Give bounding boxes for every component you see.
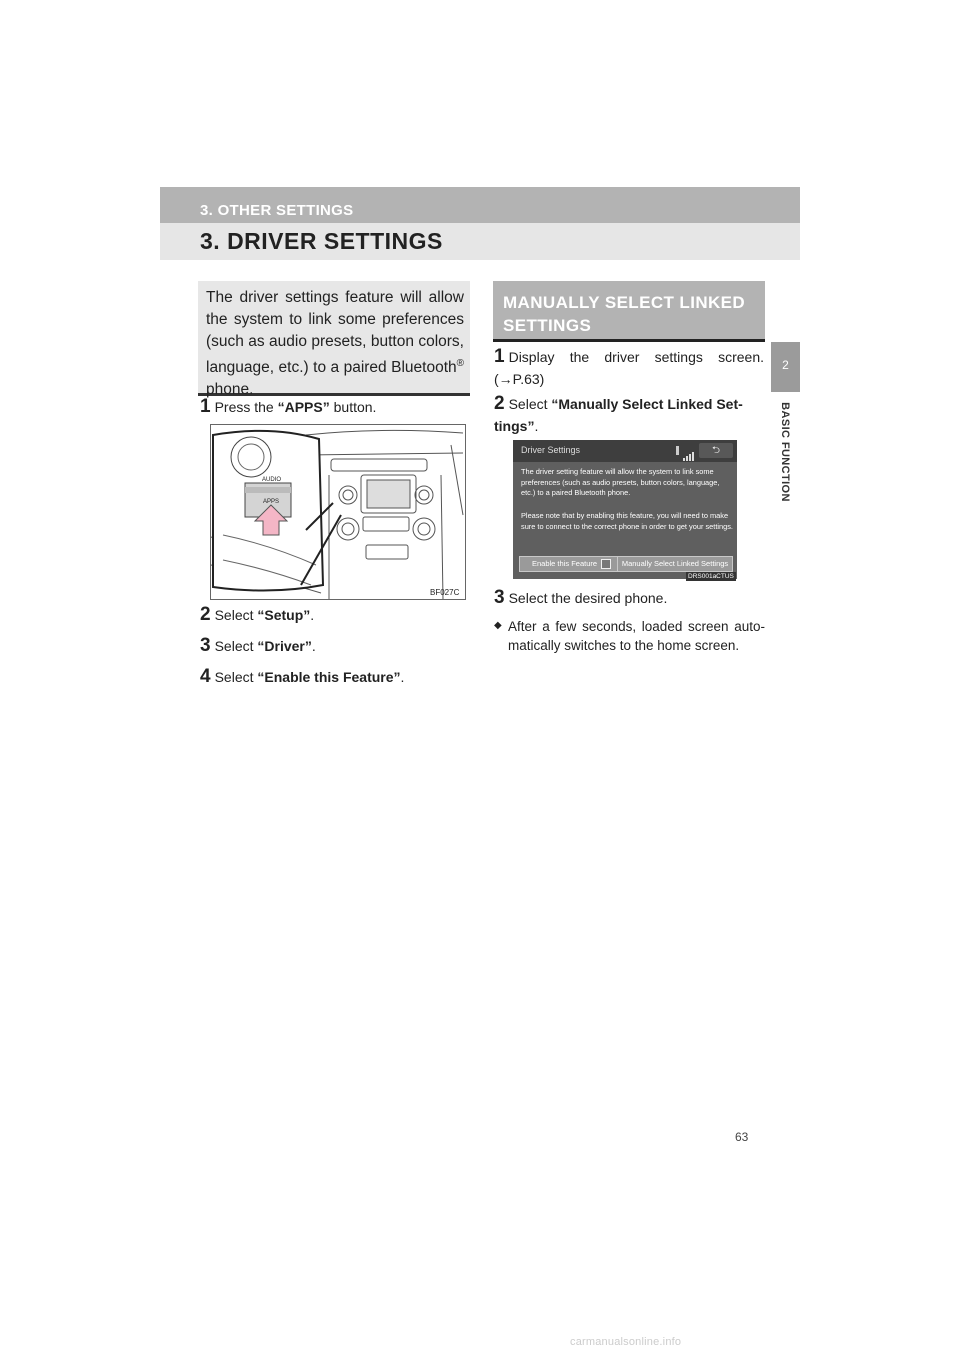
bluetooth-icon bbox=[676, 446, 679, 455]
right-step-3: 3 Select the desired phone. bbox=[494, 587, 668, 608]
bullet-diamond-icon: ◆ bbox=[494, 620, 502, 631]
section-header: 3. OTHER SETTINGS bbox=[200, 202, 354, 219]
dashboard-drawing bbox=[211, 425, 465, 599]
manual-section-heading: MANUALLY SELECT LINKED SETTINGS bbox=[503, 293, 746, 335]
bullet-text: After a few seconds, loaded screen auto-matically switches to the home screen. bbox=[508, 619, 765, 653]
figure-code: BF027C bbox=[430, 588, 460, 597]
step-1-press-apps: 1 Press the “APPS” button. bbox=[200, 396, 377, 417]
enable-feature-button[interactable]: Enable this Feature bbox=[519, 556, 627, 572]
screen-description: The driver setting feature will allow the system to link some preferences (such as audio presets, button colors, language, etc.) to a paired Bluetooth phone. bbox=[521, 467, 720, 497]
audio-label: AUDIO bbox=[262, 477, 282, 483]
footer-watermark: carmanualsonline.info bbox=[570, 1336, 682, 1348]
page-title: 3. DRIVER SETTINGS bbox=[200, 228, 443, 254]
apps-label: APPS bbox=[263, 499, 280, 505]
chapter-number: 2 bbox=[782, 358, 789, 372]
screen-title: Driver Settings bbox=[521, 445, 581, 455]
back-button[interactable]: ⮌ bbox=[699, 443, 733, 458]
dashboard-illustration bbox=[210, 424, 466, 600]
page-number: 63 bbox=[735, 1130, 749, 1144]
right-step-1: 1 Display the driver settings screen. (→P.63) bbox=[494, 346, 764, 387]
step-2-setup: 2 Select “Setup”. bbox=[200, 604, 315, 625]
driver-settings-screen bbox=[513, 440, 737, 579]
right-step-2: 2 Select “Manually Select Linked Set-tings”. bbox=[494, 393, 743, 434]
screen-figure-code: DRS001aCTUS bbox=[688, 573, 734, 580]
step-3-driver: 3 Select “Driver”. bbox=[200, 635, 316, 656]
screen-note: Please note that by enabling this feature, you will need to make sure to connect to the correct phone in order to get your settings. bbox=[521, 511, 733, 531]
intro-text: The driver settings feature will allow the system to link some preferences (such as audio presets, button colors, language, etc.) to a paired Bluetooth® phone. bbox=[206, 289, 464, 399]
manually-select-linked-settings-button[interactable]: Manually Select Linked Settings bbox=[617, 556, 733, 572]
signal-icon bbox=[683, 448, 695, 466]
checkbox-icon[interactable] bbox=[601, 559, 611, 569]
step-4-enable: 4 Select “Enable this Feature”. bbox=[200, 666, 405, 687]
chapter-label: BASIC FUNCTION bbox=[779, 402, 791, 502]
